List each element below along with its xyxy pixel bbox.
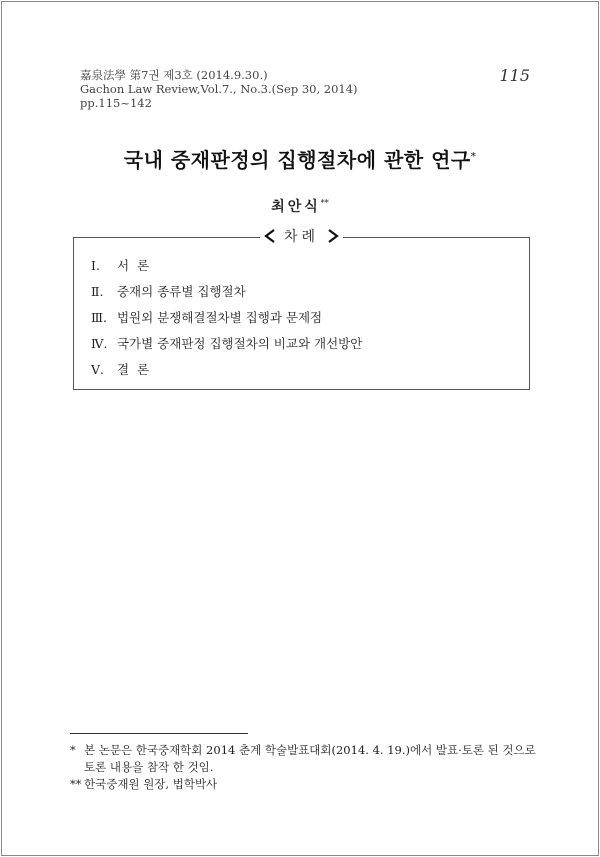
page-range: pp.115~142 [80, 96, 152, 110]
journal-issue: 嘉泉法學 第7권 제3호 (2014.9.30.) [80, 68, 268, 82]
journal-header [80, 68, 358, 110]
toc-heading-text: 차례 [283, 229, 320, 245]
toc-item-label: 법원외 분쟁해결절차별 집행과 문제점 [116, 310, 323, 325]
toc-item: Ⅰ. 서 론 [91, 258, 150, 273]
toc-item-label: 서 론 [116, 258, 150, 273]
toc-item-label: 결 론 [116, 362, 150, 377]
author-name [0, 196, 600, 216]
toc-item: Ⅲ. 법원외 분쟁해결절차별 집행과 문제점 [91, 310, 323, 325]
footnote-text: 본 논문은 한국중재학회 2014 춘계 학술발표대회(2014. 4. 19.)에서 발표·토론 된 것으로 [84, 743, 536, 757]
page-number: 115 [499, 66, 530, 85]
chevron-left-icon [264, 229, 276, 243]
chevron-right-icon [327, 229, 339, 243]
article-title-text: 국내 중재판정의 집행절차에 관한 연구 [123, 148, 471, 172]
footnote-mark: ** [70, 777, 82, 791]
table-of-contents [73, 229, 530, 390]
footnote-text: 한국중재원 원장, 법학박사 [84, 777, 218, 791]
footnote [70, 742, 540, 759]
toc-heading [74, 227, 529, 247]
footnote-continuation: 토론 내용을 참작 한 것임. [84, 760, 214, 774]
toc-item: Ⅱ. 중재의 종류별 집행절차 [91, 284, 246, 299]
footnote-mark: * [70, 743, 76, 757]
journal-english-name: Gachon Law Review,Vol.7., No.3.(Sep 30, 2014) [80, 82, 358, 96]
title-footnote-mark: * [470, 151, 477, 163]
article-title [0, 144, 600, 173]
footnotes [70, 742, 540, 793]
footnote-divider [70, 733, 248, 734]
author-footnote-mark: ** [320, 198, 329, 208]
toc-item-label: 국가별 중재판정 집행절차의 비교와 개선방안 [116, 336, 363, 351]
document-page [1, 1, 599, 856]
toc-item: Ⅳ. 국가별 중재판정 집행절차의 비교와 개선방안 [91, 336, 363, 351]
toc-item-label: 중재의 종류별 집행절차 [116, 284, 246, 299]
footnote [70, 776, 540, 793]
author-name-text: 최안식 [271, 199, 321, 215]
toc-item: Ⅴ. 결 론 [91, 362, 150, 377]
